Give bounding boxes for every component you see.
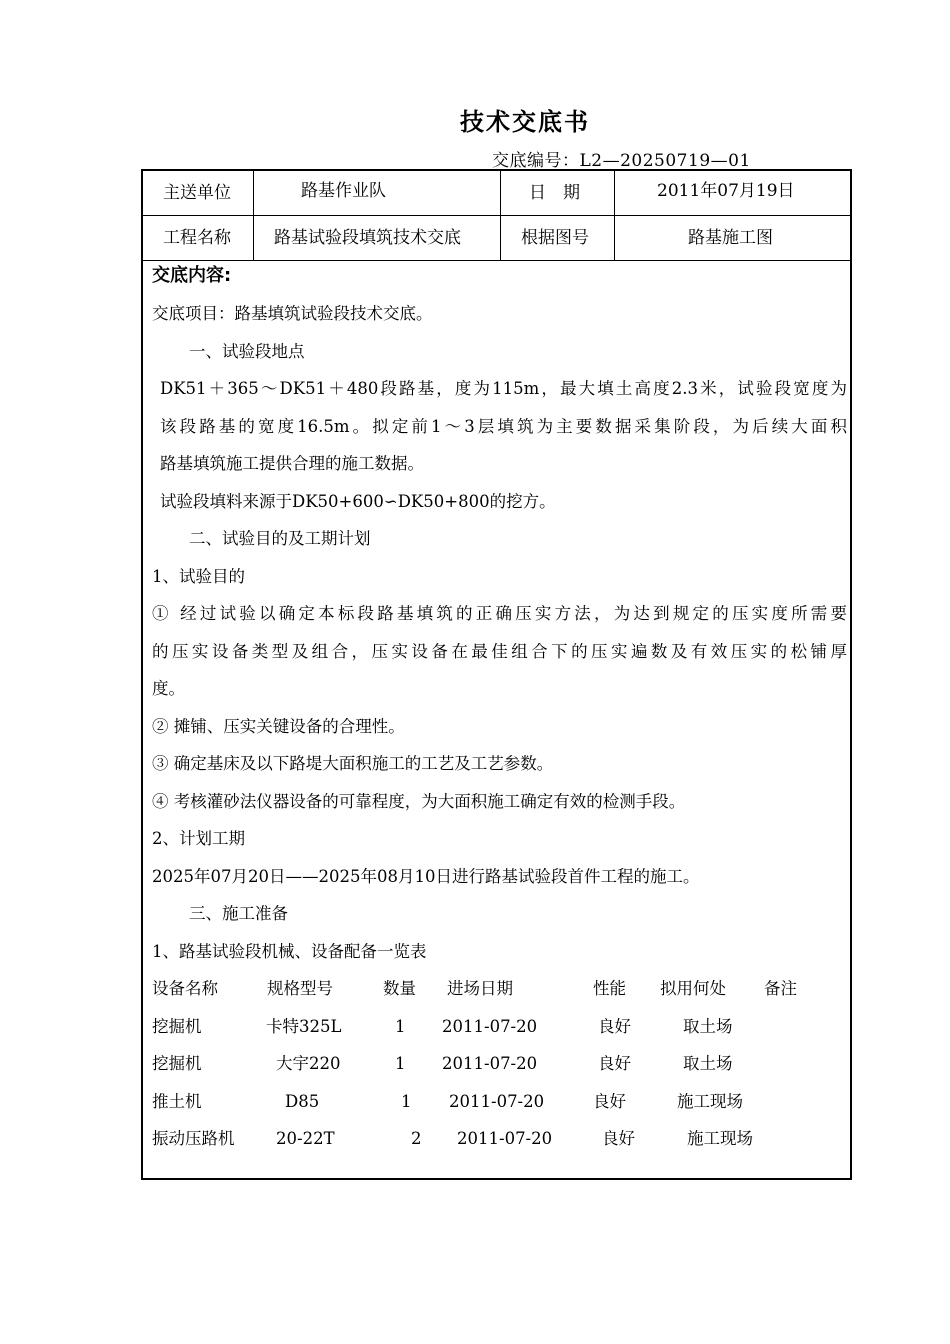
content-line: 路基填筑施工提供合理的施工数据。	[160, 454, 424, 473]
content-line: 度。	[152, 679, 185, 698]
equipment-header-cell: 拟用何处	[660, 979, 726, 998]
row-divider	[143, 260, 850, 261]
equipment-cell: 1	[395, 1016, 406, 1036]
equipment-cell: 大宇220	[276, 1054, 341, 1073]
subsection-heading: 1、路基试验段机械、设备配备一览表	[152, 941, 427, 961]
column-divider	[253, 171, 254, 260]
equipment-cell: 良好	[598, 1016, 631, 1036]
date-value: 2011年07月19日	[657, 181, 795, 201]
equipment-cell: 施工现场	[687, 1129, 753, 1148]
subsection-heading: 1、试验目的	[152, 566, 245, 586]
content-line: 试验段填料来源于DK50+600∽DK50+800的挖方。	[160, 491, 556, 511]
equipment-cell: 良好	[602, 1129, 635, 1148]
recipient-value: 路基作业队	[301, 181, 386, 201]
project-name-label: 工程名称	[163, 228, 231, 248]
content-heading: 交底内容:	[152, 265, 232, 286]
equipment-cell: 2011-07-20	[442, 1054, 538, 1073]
content-line: ② 摊铺、压实关键设备的合理性。	[152, 716, 405, 736]
content-line: ④ 考核灌砂法仪器设备的可靠程度，为大面积施工确定有效的检测手段。	[152, 791, 686, 811]
content-line: ① 经过试验以确定本标段路基填筑的正确压实方法，为达到规定的压实度所需要	[152, 604, 847, 623]
content-line: 该段路基的宽度16.5m。拟定前1～3层填筑为主要数据采集阶段，为后续大面积	[160, 416, 847, 436]
equipment-cell: 2011-07-20	[457, 1129, 553, 1148]
equipment-header-cell: 设备名称	[152, 979, 218, 998]
disclosure-form	[141, 169, 852, 1180]
equipment-cell: 推土机	[152, 1091, 202, 1111]
drawing-ref-value: 路基施工图	[688, 228, 773, 248]
content-line: ③ 确定基床及以下路堤大面积施工的工艺及工艺参数。	[152, 754, 554, 773]
equipment-cell: 2011-07-20	[449, 1091, 545, 1111]
document-title: 技术交底书	[460, 108, 590, 136]
equipment-cell: 挖掘机	[152, 1016, 202, 1036]
equipment-header-cell: 进场日期	[447, 979, 513, 998]
equipment-header-cell: 备注	[764, 979, 797, 998]
equipment-row	[152, 1124, 847, 1162]
recipient-label: 主送单位	[163, 183, 231, 203]
row-divider	[143, 215, 850, 216]
subsection-heading: 2、计划工期	[152, 829, 245, 848]
content-line: 交底项目：路基填筑试验段技术交底。	[152, 304, 433, 323]
equipment-cell: 1	[395, 1054, 406, 1073]
equipment-cell: D85	[285, 1091, 320, 1111]
equipment-row	[152, 1049, 847, 1087]
equipment-row	[152, 1087, 847, 1125]
date-label: 日 期	[529, 183, 580, 203]
equipment-cell: 1	[401, 1091, 412, 1111]
content-body	[152, 263, 847, 1162]
equipment-header-cell: 数量	[383, 979, 416, 998]
equipment-cell: 20-22T	[276, 1129, 335, 1148]
column-divider	[500, 171, 501, 260]
equipment-cell: 施工现场	[677, 1091, 743, 1111]
equipment-header-cell: 性能	[593, 979, 626, 998]
content-line: DK51＋365～DK51＋480段路基，度为115m，最大填土高度2.3米，试验段宽度为	[160, 379, 847, 398]
equipment-header-cell: 规格型号	[267, 979, 333, 998]
equipment-cell: 挖掘机	[152, 1054, 202, 1073]
equipment-cell: 良好	[593, 1091, 626, 1111]
serial-number: 交底编号：L2—20250719—01	[492, 151, 751, 171]
drawing-ref-label: 根据图号	[521, 228, 589, 248]
equipment-cell: 卡特325L	[266, 1016, 342, 1036]
equipment-cell: 2011-07-20	[442, 1016, 538, 1036]
column-divider	[614, 171, 615, 260]
content-line: 的压实设备类型及组合，压实设备在最佳组合下的压实遍数及有效压实的松铺厚	[152, 641, 847, 661]
equipment-cell: 取土场	[683, 1016, 733, 1036]
equipment-row	[152, 1012, 847, 1050]
section-heading: 一、试验段地点	[189, 341, 305, 361]
section-heading: 三、施工准备	[189, 904, 288, 923]
equipment-cell: 取土场	[683, 1054, 733, 1073]
equipment-cell: 振动压路机	[152, 1129, 235, 1148]
section-heading: 二、试验目的及工期计划	[189, 529, 371, 548]
equipment-cell: 良好	[598, 1054, 631, 1073]
project-name-value: 路基试验段填筑技术交底	[274, 228, 461, 248]
content-line: 2025年07月20日——2025年08月10日进行路基试验段首件工程的施工。	[152, 866, 700, 886]
equipment-cell: 2	[411, 1129, 422, 1148]
equipment-header-row	[152, 974, 847, 1012]
